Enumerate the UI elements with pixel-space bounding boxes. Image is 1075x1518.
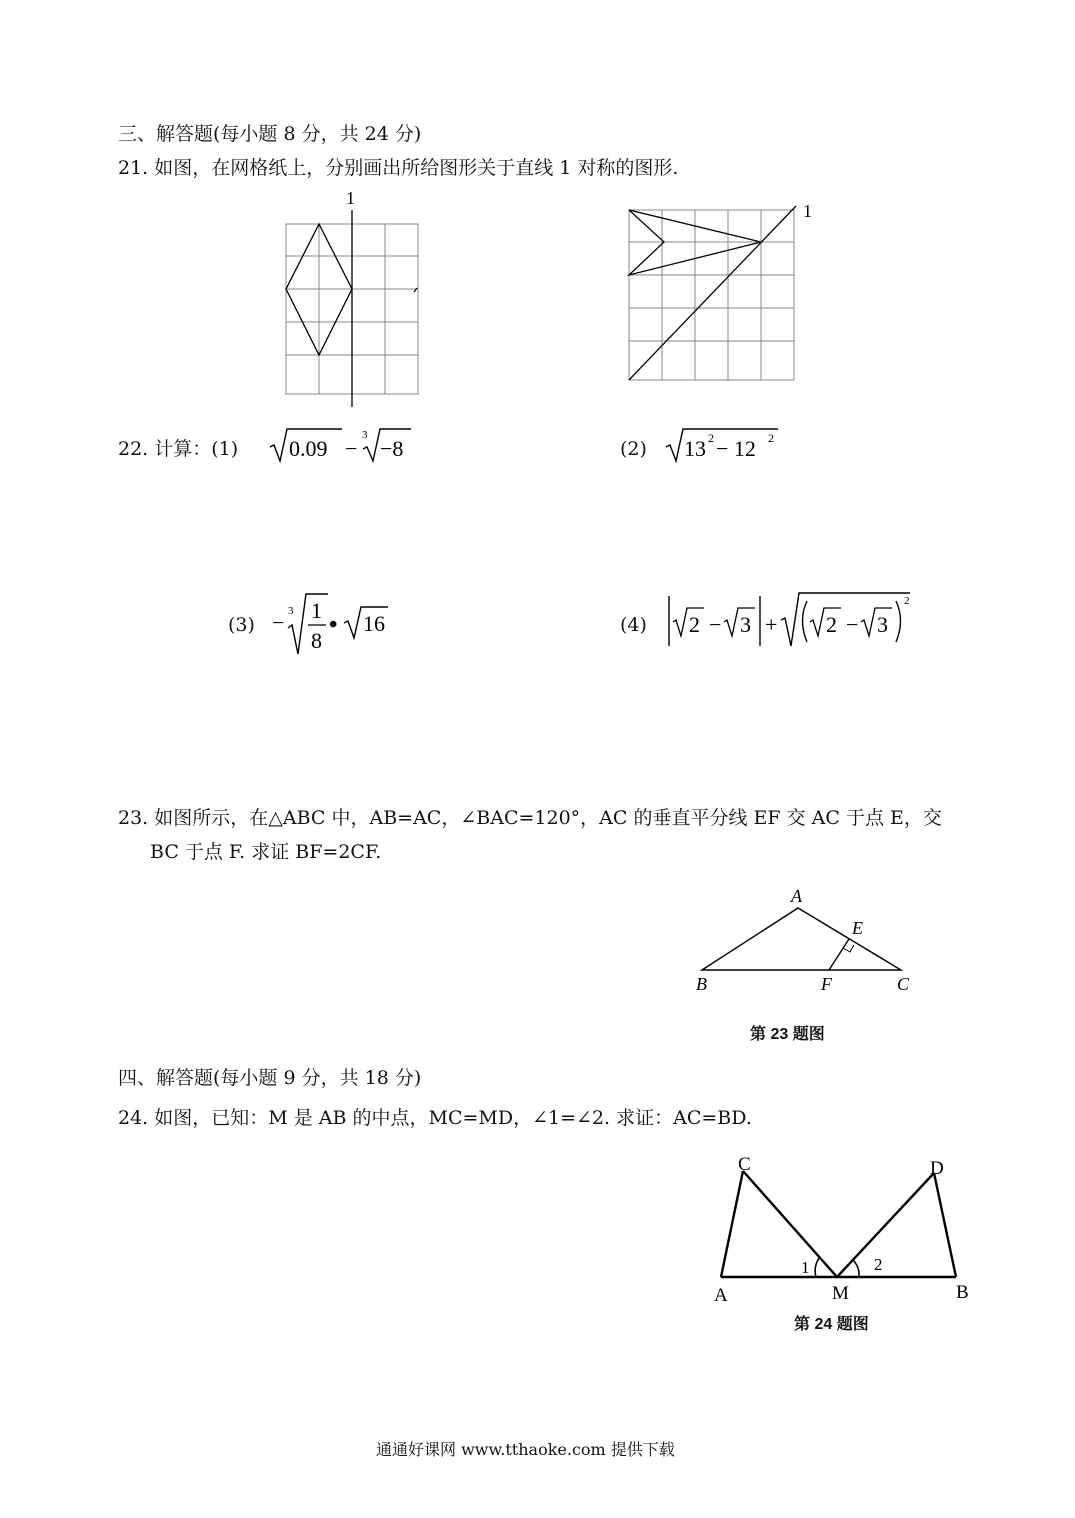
radicand-16: 16	[363, 611, 385, 636]
q21-figure-arrow	[620, 195, 820, 390]
paren-left	[803, 601, 808, 642]
question-24-text: 24. 如图，已知：M 是 AB 的中点，MC=MD，∠1=∠2. 求证：AC=BD.	[118, 1107, 752, 1129]
exponent-2: 2	[708, 431, 714, 445]
angle-2-label: 2	[874, 1255, 883, 1274]
label-f: F	[821, 974, 832, 994]
question-23-line-2: BC 于点 F. 求证 BF=2CF.	[150, 841, 382, 863]
q22-part2-expression	[664, 425, 789, 467]
footer-text: 通通好课网 www.tthaoke.com 提供下载	[376, 1440, 675, 1459]
exponent-2: 2	[904, 595, 910, 607]
q22-part3-label: (3)	[228, 614, 255, 636]
radicand-2: 2	[689, 612, 700, 637]
cube-root-index: 3	[288, 605, 294, 617]
radical-sign	[288, 594, 328, 654]
radicand-3: 3	[877, 612, 888, 637]
fraction-denominator: 8	[311, 628, 322, 653]
fraction-numerator: 1	[311, 598, 322, 623]
label-d: D	[930, 1158, 944, 1179]
q21-figure-rhombus	[280, 185, 430, 415]
angle-1-arc	[815, 1257, 820, 1277]
radicand-0-09: 0.09	[289, 436, 328, 461]
label-e: E	[852, 918, 863, 938]
segment-cm	[743, 1171, 837, 1277]
line-label-1: 1	[346, 188, 355, 208]
q22-part4-label: (4)	[620, 614, 647, 636]
base-13: 13	[684, 436, 706, 461]
segment-ef	[829, 939, 849, 970]
label-c: C	[897, 974, 910, 994]
q24-caption: 第 24 题图	[794, 1316, 869, 1333]
label-b: B	[696, 974, 707, 994]
exponent-2: 2	[768, 431, 774, 445]
minus-sign: −	[709, 612, 722, 637]
label-a: A	[714, 1285, 728, 1306]
angle-1-label: 1	[801, 1258, 810, 1277]
plus-sign: +	[765, 612, 778, 637]
minus-sign: −	[272, 610, 285, 635]
minus-sign: −	[846, 612, 859, 637]
q23-figure-triangle	[690, 880, 920, 1000]
triangle-abc	[702, 908, 901, 970]
radicand-3: 3	[740, 612, 751, 637]
radicand-2: 2	[826, 612, 837, 637]
cube-root-index: 3	[362, 429, 368, 441]
paren-right	[896, 601, 901, 642]
q22-part1-expression	[268, 425, 418, 467]
question-22-prefix: 22. 计算：(1)	[118, 438, 239, 460]
minus-12: − 12	[716, 436, 756, 461]
section-4-heading: 四、解答题(每小题 9 分，共 18 分)	[118, 1067, 422, 1089]
q22-part4-expression	[664, 590, 919, 652]
q22-part3-expression	[270, 590, 400, 660]
angle-2-arc	[853, 1260, 859, 1277]
question-21-text: 21. 如图，在网格纸上，分别画出所给图形关于直线 1 对称的图形.	[118, 157, 679, 179]
segment-ac	[721, 1171, 743, 1277]
section-3-heading: 三、解答题(每小题 8 分，共 24 分)	[118, 123, 422, 145]
label-a: A	[791, 886, 802, 906]
question-23-line-1: 23. 如图所示，在△ABC 中，AB=AC，∠BAC=120°，AC 的垂直平分线 EF 交 AC 于点 E，交	[118, 807, 942, 829]
segment-md	[837, 1173, 934, 1277]
q24-figure	[700, 1150, 980, 1310]
multiply-dot: •	[329, 612, 338, 638]
label-m: M	[832, 1283, 849, 1304]
segment-db	[934, 1173, 956, 1277]
label-c: C	[738, 1154, 751, 1175]
line-label-2: 1	[803, 201, 812, 221]
minus-sign: −	[345, 436, 358, 461]
q22-part2-label: (2)	[620, 438, 647, 460]
q23-caption: 第 23 题图	[750, 1026, 825, 1043]
radicand-neg-8: −8	[380, 436, 404, 461]
label-b: B	[956, 1282, 969, 1303]
